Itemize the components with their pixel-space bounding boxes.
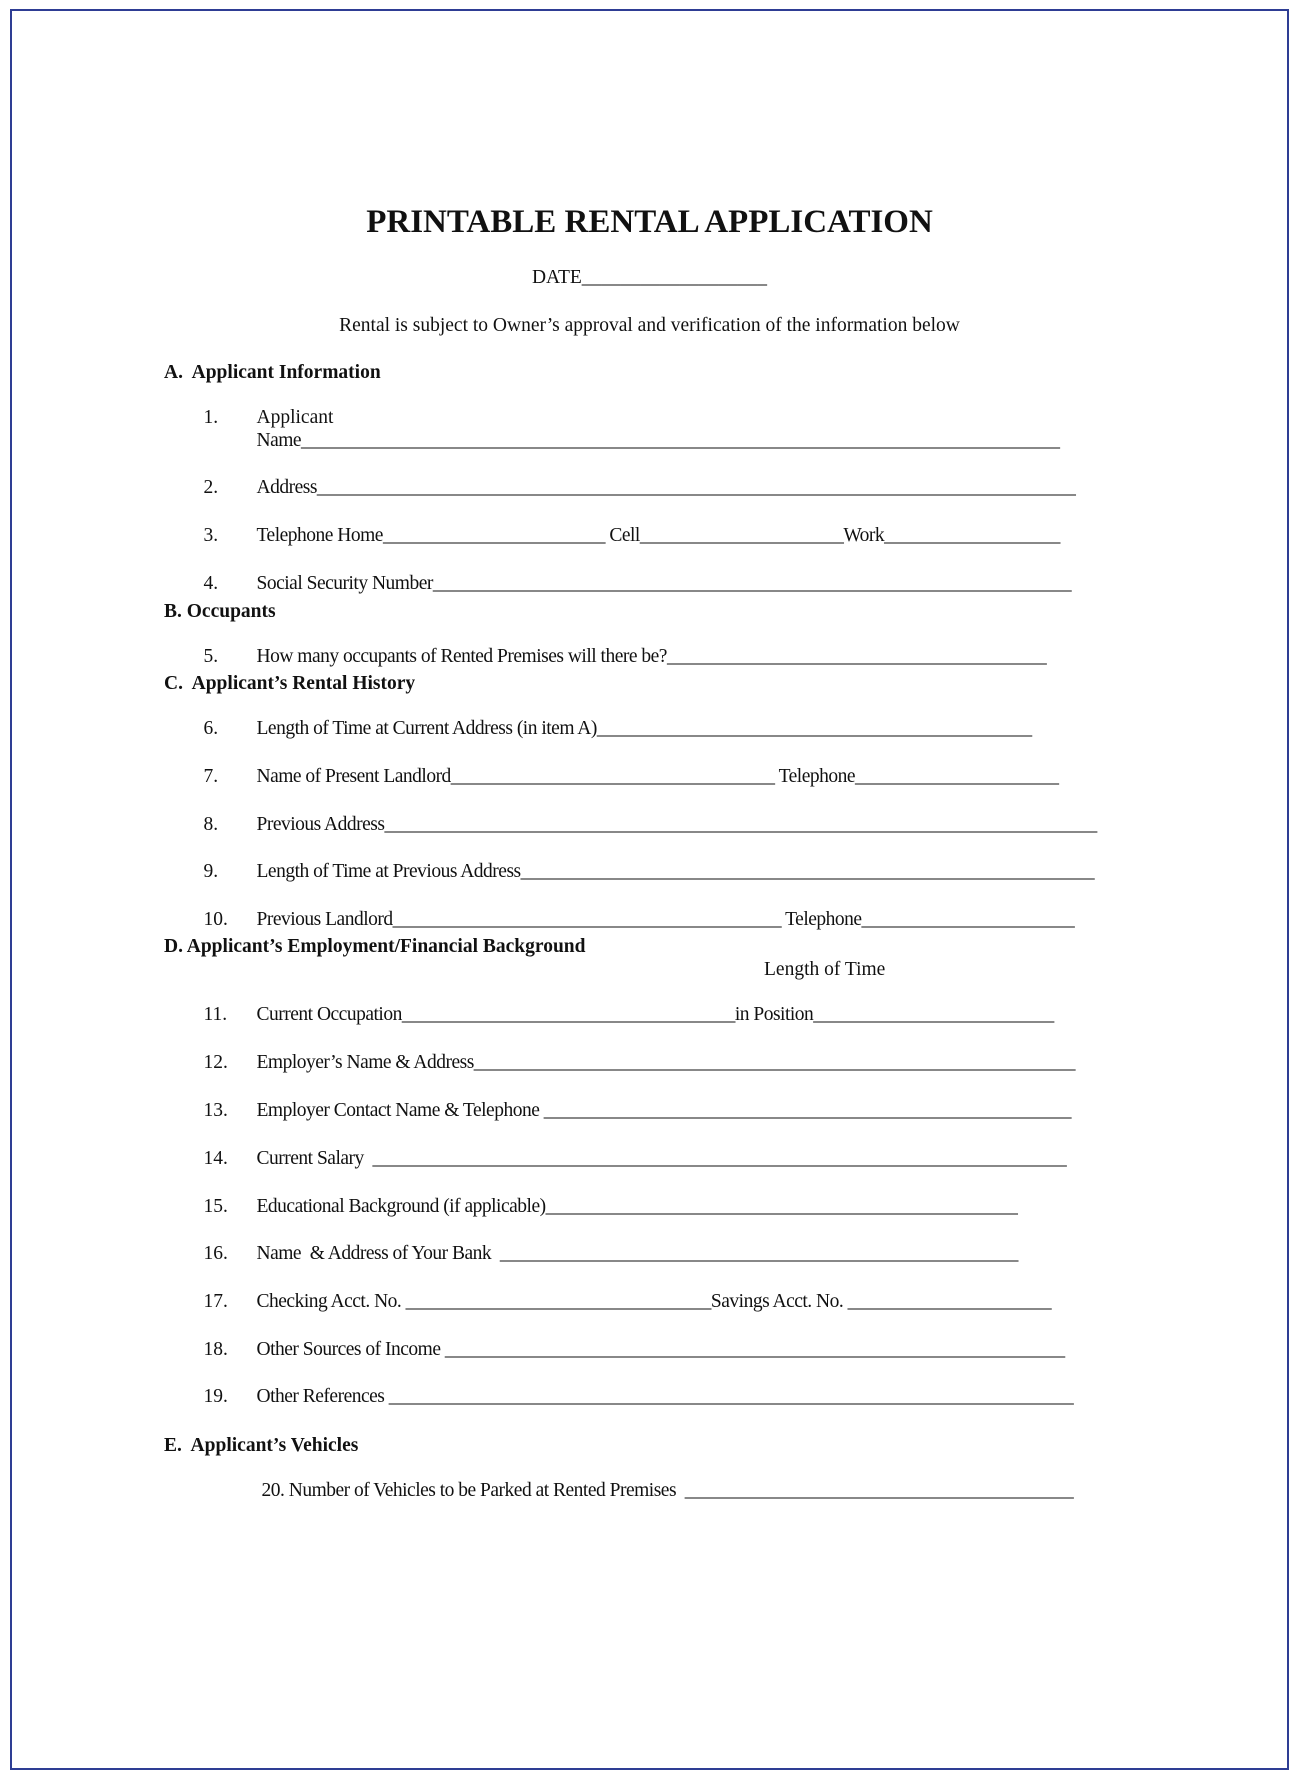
current-salary-label: Current Salary ___________________________________________________________________________ <box>256 1148 1067 1169</box>
previous-address-label: Previous Address_____________________________________________________________________________ <box>256 814 1097 835</box>
bank-label: Name & Address of Your Bank ________________________________________________________ <box>256 1243 1018 1264</box>
section-b-heading: B. Occupants <box>164 601 276 622</box>
item-number: 19. <box>203 1386 228 1407</box>
item-number: 16. <box>203 1243 228 1264</box>
occupants-label: How many occupants of Rented Premises will there be?_________________________________________ <box>256 646 1047 667</box>
item-number: 6. <box>203 718 219 739</box>
item-number: 13. <box>203 1100 228 1121</box>
section-d-heading: D. Applicant’s Employment/Financial Background <box>164 936 586 957</box>
accounts-label: Checking Acct. No. _________________________________Savings Acct. No. ______________________ <box>256 1291 1052 1312</box>
vehicles-field[interactable] <box>242 1458 1073 1524</box>
applicant-name-label: Name__________________________________________________________________________________ <box>256 430 1060 451</box>
document-page <box>10 9 1289 1770</box>
item-number: 7. <box>203 766 219 787</box>
item-number: 17. <box>203 1291 228 1312</box>
other-references-field[interactable] <box>184 1364 1073 1430</box>
current-occupation-label: Current Occupation____________________________________in Position__________________________ <box>256 1004 1054 1025</box>
ssn-label: Social Security Number_____________________________________________________________________ <box>256 573 1072 594</box>
item-number: 11. <box>203 1004 228 1025</box>
present-landlord-label: Name of Present Landlord___________________________________ Telephone______________________ <box>256 766 1059 787</box>
approval-notice: Rental is subject to Owner’s approval and verification of the information below <box>339 315 960 336</box>
item-number: 2. <box>203 477 219 498</box>
education-label: Educational Background (if applicable)___________________________________________________ <box>256 1196 1018 1217</box>
item-number: 1. <box>203 407 219 428</box>
previous-address-length-label: Length of Time at Previous Address______________________________________________________________ <box>256 861 1095 882</box>
vehicles-label: 20. Number of Vehicles to be Parked at Rented Premises __________________________________________ <box>261 1480 1074 1501</box>
section-a-heading: A. Applicant Information <box>164 362 381 383</box>
date-field[interactable]: DATE___________________ <box>531 267 768 288</box>
item-number: 12. <box>203 1052 228 1073</box>
item-number: 10. <box>203 909 228 930</box>
employer-contact-label: Employer Contact Name & Telephone _________________________________________________________ <box>256 1100 1071 1121</box>
address-label: Address__________________________________________________________________________________ <box>256 477 1076 498</box>
employer-name-address-label: Employer’s Name & Address_________________________________________________________________ <box>256 1052 1076 1073</box>
section-e-heading: E. Applicant’s Vehicles <box>164 1435 359 1456</box>
previous-landlord-label: Previous Landlord__________________________________________ Telephone_______________________ <box>256 909 1075 930</box>
item-number: 14. <box>203 1148 228 1169</box>
item-number: 8. <box>203 814 219 835</box>
item-number: 15. <box>203 1196 228 1217</box>
item-number: 5. <box>203 646 219 667</box>
item-1-label-top: Applicant <box>256 407 334 428</box>
document-title: PRINTABLE RENTAL APPLICATION <box>366 204 933 240</box>
item-number: 9. <box>203 861 219 882</box>
current-address-length-label: Length of Time at Current Address (in item A)_______________________________________________ <box>256 718 1032 739</box>
other-income-label: Other Sources of Income ___________________________________________________________________ <box>256 1339 1065 1360</box>
item-number: 3. <box>203 525 219 546</box>
other-references-label: Other References __________________________________________________________________________ <box>256 1386 1074 1407</box>
item-number: 18. <box>203 1339 228 1360</box>
item-number: 4. <box>203 573 219 594</box>
telephone-label: Telephone Home________________________ Cell______________________Work___________________ <box>256 525 1060 546</box>
length-in-position-header: Length of Time <box>764 959 886 980</box>
section-c-heading: C. Applicant’s Rental History <box>164 673 416 694</box>
ssn-field[interactable] <box>184 551 1071 617</box>
